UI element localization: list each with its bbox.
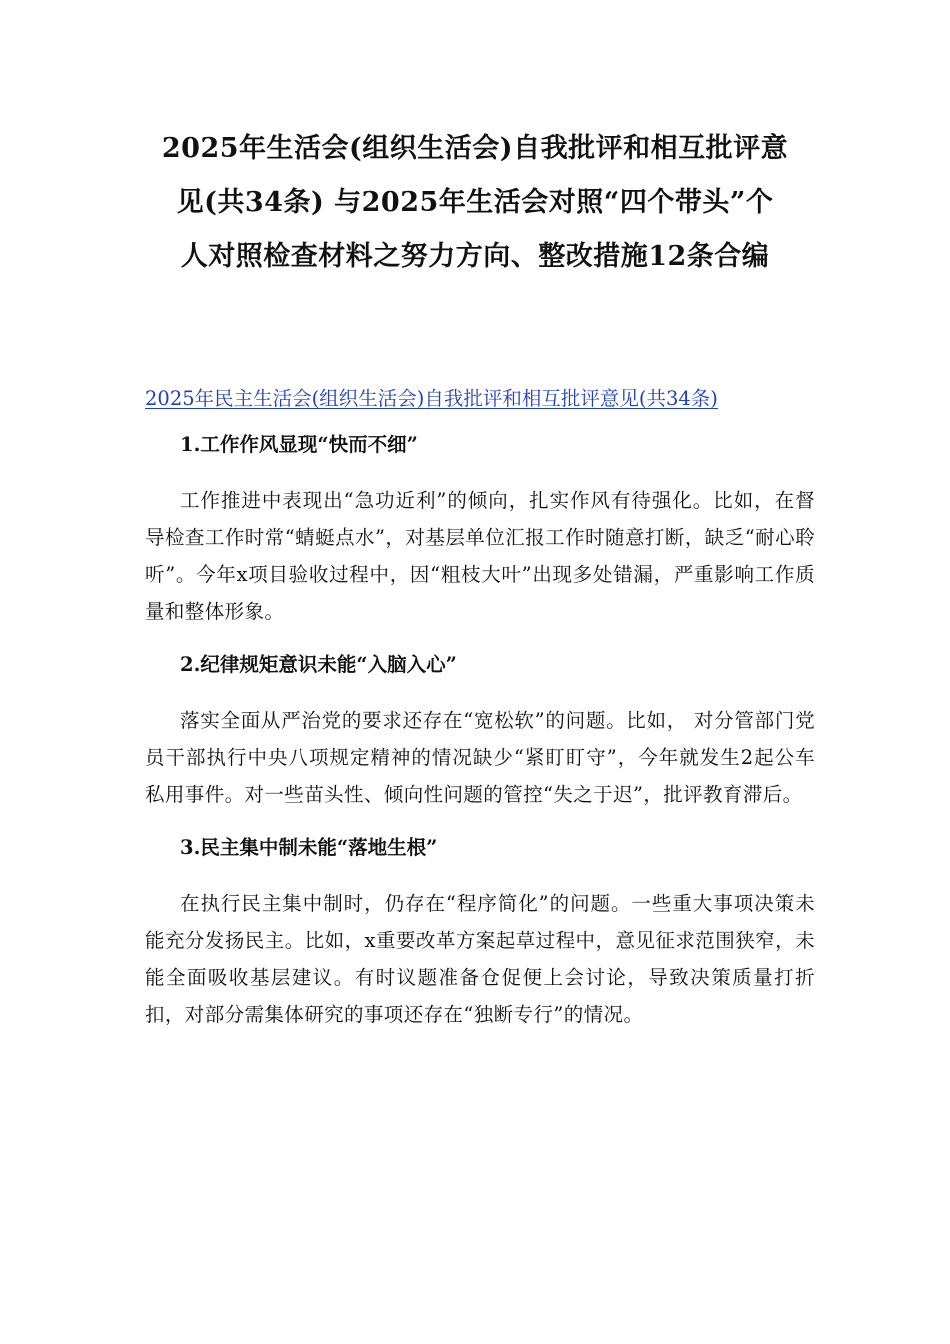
document-title xyxy=(130,122,820,284)
section-link[interactable]: 2025年民主生活会(组织生活会)自我批评和相互批评意见(共34条) xyxy=(145,387,718,410)
title-line-3: 人对照检查材料之努力方向、整改措施12条合编 xyxy=(180,241,770,272)
item-heading: 2.纪律规矩意识未能“入脑入心” xyxy=(180,653,457,676)
item-heading: 1.工作作风显现“快而不细” xyxy=(180,433,418,456)
item-1 xyxy=(145,430,815,630)
item-3 xyxy=(145,833,815,1033)
item-paragraph: 落实全面从严治党的要求还存在“宽松软”的问题。比如， 对分管部门党员干部执行中央八项规定精神的情况缺少“紧盯盯守”，今年就发生2起公车私用事件。对一些苗头性、倾向性问题的管控“失之于迟”，批评教育滞后。 xyxy=(145,709,815,806)
item-paragraph: 在执行民主集中制时，仍存在“程序简化”的问题。一些重大事项决策未能充分发扬民主。比如，x重要改革方案起草过程中，意见征求范围狭窄，未能全面吸收基层建议。有时议题准备仓促便上会讨论，导致决策质量打折扣，对部分需集体研究的事项还存在“独断专行”的情况。 xyxy=(145,892,815,1026)
title-line-2: 见(共34条) 与2025年生活会对照“四个带头”个 xyxy=(176,187,774,218)
item-2 xyxy=(145,650,815,813)
document-body xyxy=(145,430,815,1053)
item-paragraph: 工作推进中表现出“急功近利”的倾向，扎实作风有待强化。比如，在督导检查工作时常“蜻蜓点水”，对基层单位汇报工作时随意打断，缺乏“耐心聆听”。今年x项目验收过程中，因“粗枝大叶”出现多处错漏，严重影响工作质量和整体形象。 xyxy=(145,489,815,623)
title-line-1: 2025年生活会(组织生活会)自我批评和相互批评意 xyxy=(161,133,789,164)
item-heading: 3.民主集中制未能“落地生根” xyxy=(180,836,438,859)
